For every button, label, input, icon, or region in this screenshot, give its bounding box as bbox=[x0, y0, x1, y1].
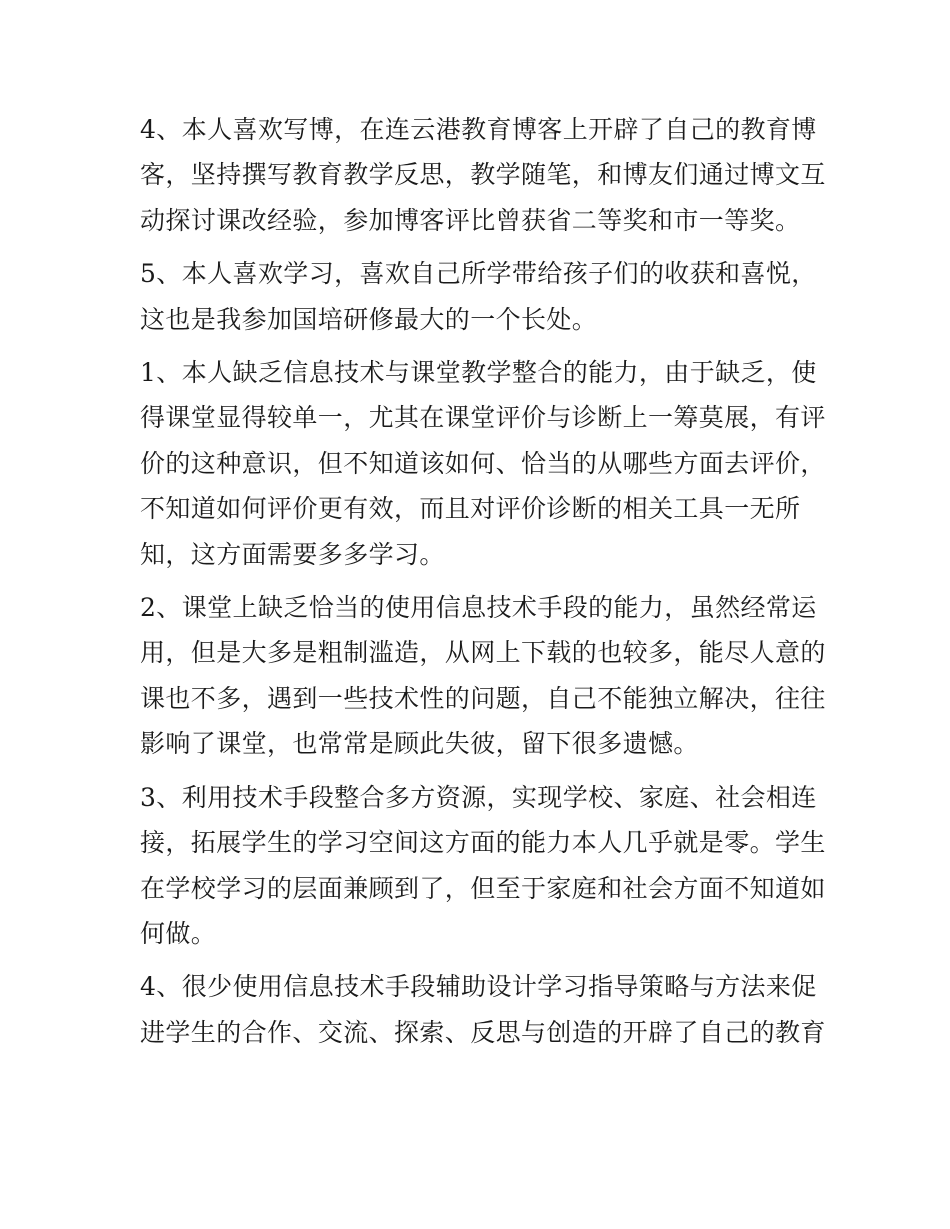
text-line: 3、利用技术手段整合多方资源，实现学校、家庭、社会相连 bbox=[140, 782, 817, 812]
paragraph-strength-5 bbox=[140, 251, 817, 342]
paragraph-weakness-1 bbox=[140, 350, 826, 577]
paragraph-weakness-4 bbox=[140, 964, 826, 1055]
text-line: 客，坚持撰写教育教学反思，教学随笔，和博友们通过博文互 bbox=[140, 160, 826, 190]
text-line: 接，拓展学生的学习空间这方面的能力本人几乎就是零。学生 bbox=[140, 828, 826, 858]
text-line: 1、本人缺乏信息技术与课堂教学整合的能力，由于缺乏，使 bbox=[140, 358, 817, 388]
text-line: 课也不多，遇到一些技术性的问题，自己不能独立解决，往往 bbox=[140, 683, 826, 713]
text-line: 何做。 bbox=[140, 918, 217, 948]
text-line: 进学生的合作、交流、探索、反思与创造的开辟了自己的教育 bbox=[140, 1017, 826, 1047]
paragraph-weakness-2 bbox=[140, 585, 826, 767]
text-line: 4、本人喜欢写博，在连云港教育博客上开辟了自己的教育博 bbox=[140, 115, 817, 144]
text-line: 在学校学习的层面兼顾到了，但至于家庭和社会方面不知道如 bbox=[140, 873, 826, 903]
paragraph-strength-4 bbox=[140, 107, 826, 243]
paragraph-weakness-3 bbox=[140, 775, 826, 957]
text-line: 影响了课堂，也常常是顾此失彼，留下很多遗憾。 bbox=[140, 729, 699, 759]
text-line: 用，但是大多是粗制滥造，从网上下载的也较多，能尽人意的 bbox=[140, 638, 826, 668]
text-line: 2、课堂上缺乏恰当的使用信息技术手段的能力，虽然经常运 bbox=[140, 593, 817, 623]
text-line: 不知道如何评价更有效，而且对评价诊断的相关工具一无所 bbox=[140, 494, 801, 524]
text-line: 5、本人喜欢学习，喜欢自己所学带给孩子们的收获和喜悦， bbox=[140, 259, 817, 289]
text-line: 得课堂显得较单一，尤其在课堂评价与诊断上一筹莫展，有评 bbox=[140, 403, 826, 433]
document-body bbox=[140, 107, 826, 1063]
text-line: 知，这方面需要多多学习。 bbox=[140, 539, 445, 569]
text-line: 4、很少使用信息技术手段辅助设计学习指导策略与方法来促 bbox=[140, 972, 817, 1002]
text-line: 动探讨课改经验，参加博客评比曾获省二等奖和市一等奖。 bbox=[140, 205, 801, 235]
text-line: 这也是我参加国培研修最大的一个长处。 bbox=[140, 304, 598, 334]
text-line: 价的这种意识，但不知道该如何、恰当的从哪些方面去评价， bbox=[140, 448, 826, 478]
